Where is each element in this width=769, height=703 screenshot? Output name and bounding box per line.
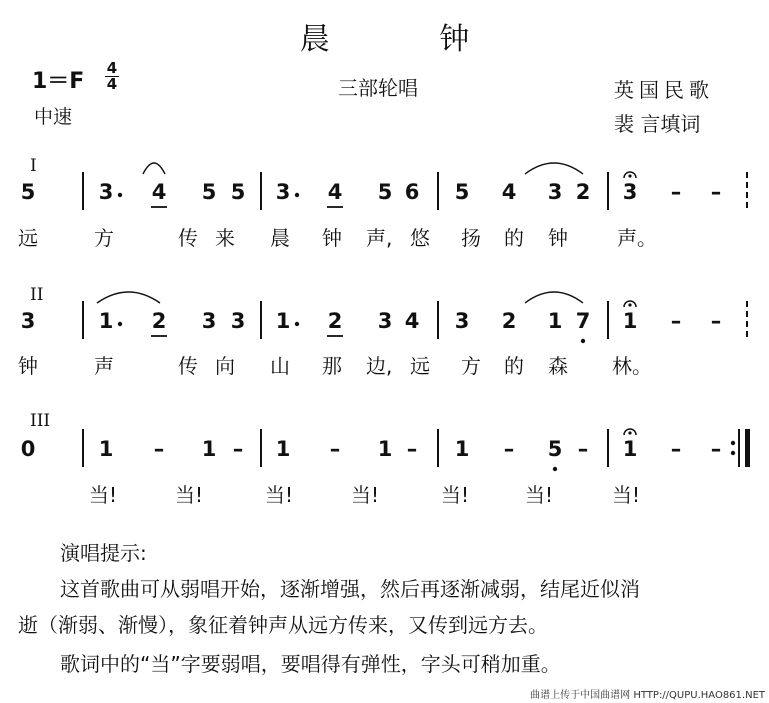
dash: – <box>577 437 589 461</box>
credit-origin: 英国民歌 <box>614 78 714 102</box>
credit-lyricist: 裴 言填词 <box>614 112 701 136</box>
tips-line-1: 这首歌曲可从弱唱开始，逐渐增强，然后再逐渐减弱，结尾近似消 <box>60 577 640 601</box>
note: 1 <box>98 309 114 333</box>
part-number: I <box>30 156 37 176</box>
lyric: 传 <box>178 354 198 378</box>
lyric: 传 <box>178 226 198 250</box>
note: 1 <box>454 437 470 461</box>
tips-line-3: 歌词中的“当”字要弱唱，要唱得有弹性，字头可稍加重。 <box>60 652 561 676</box>
augmentation-dot <box>295 193 299 197</box>
note: 3 <box>275 180 291 204</box>
note: 3 <box>377 309 393 333</box>
pickup-note: 0 <box>20 437 36 461</box>
lyric: 的 <box>504 354 524 378</box>
note: 1 <box>377 437 393 461</box>
lyric: 林。 <box>612 354 652 378</box>
slur <box>525 292 583 303</box>
lyric: 钟 <box>322 226 342 250</box>
dash: – <box>670 437 682 461</box>
lyric: 当! <box>612 483 641 507</box>
augmentation-dot <box>118 322 122 326</box>
lyric: 森 <box>548 354 568 378</box>
dash: – <box>710 180 722 204</box>
fermata-dot <box>628 303 631 306</box>
lyric: 的 <box>504 226 524 250</box>
note: 2 <box>327 309 343 333</box>
note: 1 <box>622 309 638 333</box>
note: 3 <box>454 309 470 333</box>
note: 5 <box>454 180 470 204</box>
lyric: 当! <box>175 483 204 507</box>
note: 3 <box>622 180 638 204</box>
note: 4 <box>404 309 420 333</box>
lyric: 山 <box>270 354 290 378</box>
dash: – <box>406 437 418 461</box>
lyric: 声。 <box>617 226 657 250</box>
lyric: 当! <box>265 483 294 507</box>
time-signature-bottom: 4 <box>106 75 118 93</box>
note: 1 <box>275 309 291 333</box>
lyric: 来 <box>215 226 235 250</box>
note: 4 <box>501 180 517 204</box>
note: 5 <box>547 437 563 461</box>
lyric: 方 <box>461 354 481 378</box>
subtitle: 三部轮唱 <box>338 76 418 100</box>
slur <box>525 163 583 174</box>
part-number: II <box>30 285 44 305</box>
note: 3 <box>201 309 217 333</box>
low-octave-dot <box>553 467 557 471</box>
dash: – <box>710 437 722 461</box>
pickup-note: 5 <box>20 180 36 204</box>
lyric: 钟 <box>18 354 38 378</box>
lyric: 方 <box>94 226 114 250</box>
note: 5 <box>201 180 217 204</box>
repeat-dot <box>731 441 735 445</box>
tempo-marking: 中速 <box>34 106 73 128</box>
lyric: 声 <box>94 354 114 378</box>
note: 3 <box>98 180 114 204</box>
slur <box>143 163 165 174</box>
note: 3 <box>547 180 563 204</box>
augmentation-dot <box>118 193 122 197</box>
note: 5 <box>230 180 246 204</box>
key-signature: 1＝F <box>32 69 85 94</box>
fermata-dot <box>628 174 631 177</box>
lyric: 当! <box>351 483 380 507</box>
tips-line-2: 逝（渐弱、渐慢），象征着钟声从远方传来，又传到远方去。 <box>18 613 548 637</box>
lyric: 远 <box>18 226 38 250</box>
note: 3 <box>230 309 246 333</box>
lyric: 晨 <box>270 226 290 250</box>
lyric: 钟 <box>548 226 568 250</box>
note: 6 <box>404 180 420 204</box>
lyric: 当! <box>89 483 118 507</box>
lyric: 扬 <box>461 226 481 250</box>
note: 2 <box>575 180 591 204</box>
lyric: 向 <box>215 354 235 378</box>
tips-heading: 演唱提示: <box>60 541 147 565</box>
dash: – <box>503 437 515 461</box>
lyric: 当! <box>525 483 554 507</box>
lyric: 声, <box>366 226 393 250</box>
fermata-dot <box>628 431 631 434</box>
dash: – <box>232 437 244 461</box>
note: 1 <box>547 309 563 333</box>
dash: – <box>329 437 341 461</box>
song-title: 晨 钟 <box>299 22 520 57</box>
note: 2 <box>151 309 167 333</box>
lyric: 边, <box>366 354 393 378</box>
note: 5 <box>377 180 393 204</box>
low-octave-dot <box>581 339 585 343</box>
part-number: III <box>30 411 51 431</box>
dash: – <box>153 437 165 461</box>
augmentation-dot <box>295 322 299 326</box>
note: 1 <box>201 437 217 461</box>
note: 1 <box>98 437 114 461</box>
note: 4 <box>151 180 167 204</box>
time-signature-top: 4 <box>106 59 118 77</box>
note: 1 <box>622 437 638 461</box>
dash: – <box>670 180 682 204</box>
slur <box>97 292 160 303</box>
repeat-dot <box>731 451 735 455</box>
pickup-note: 3 <box>20 309 36 333</box>
note: 4 <box>327 180 343 204</box>
lyric: 当! <box>441 483 470 507</box>
dash: – <box>710 309 722 333</box>
note: 1 <box>275 437 291 461</box>
watermark: 曲谱上传于中国曲谱网 HTTP://QUPU.HAO861.NET <box>530 690 765 701</box>
note: 2 <box>501 309 517 333</box>
lyric: 悠 <box>410 226 430 250</box>
lyric: 那 <box>322 354 342 378</box>
note: 7 <box>575 309 591 333</box>
lyric: 远 <box>410 354 430 378</box>
dash: – <box>670 309 682 333</box>
